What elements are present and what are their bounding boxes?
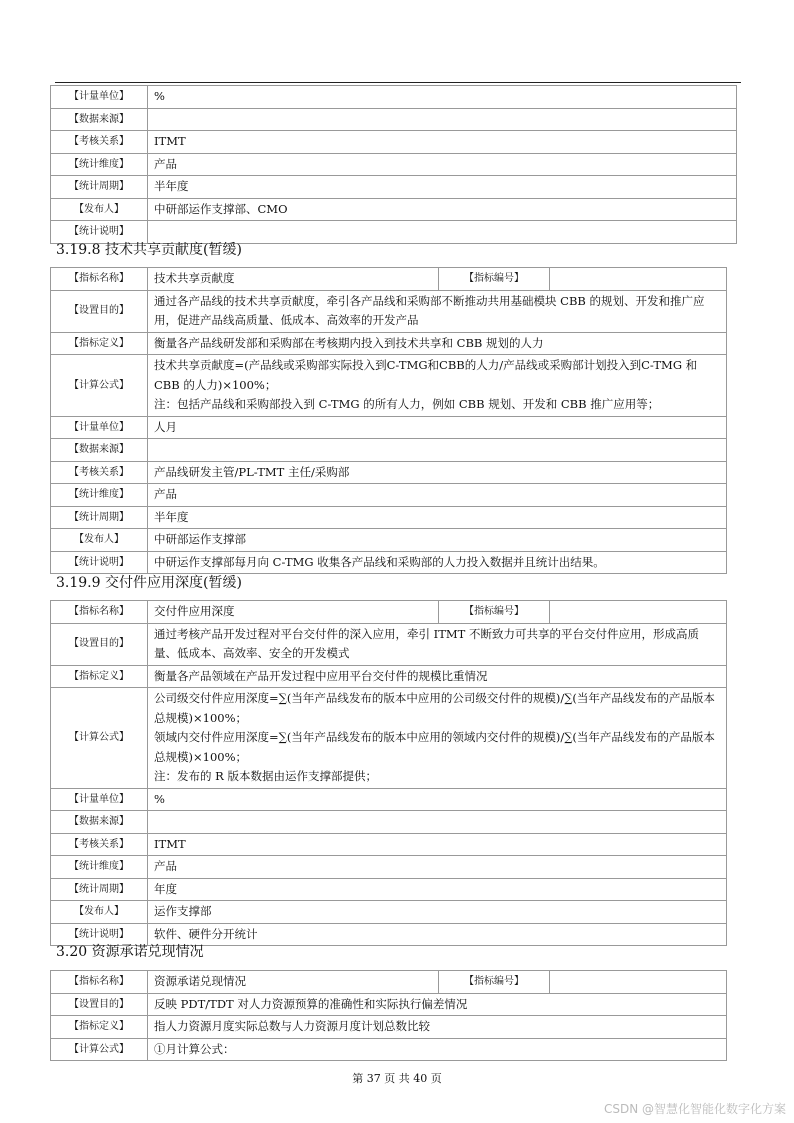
table-row	[51, 1016, 727, 1039]
field-label: 【统计周期】	[51, 878, 148, 901]
field-value: 半年度	[148, 176, 737, 199]
field-label: 【指标定义】	[51, 1016, 148, 1039]
table-row	[51, 198, 737, 221]
table-row	[51, 811, 727, 834]
kpi-table-3-19-8	[50, 267, 727, 574]
field-label: 【指标编号】	[439, 601, 550, 624]
field-value: 通过各产品线的技术共享贡献度，牵引各产品线和采购部不断推动共用基础模块 CBB 的规划、开发和推广应用，促进产品线高质量、低成本、高效率的开发产品	[148, 290, 727, 332]
field-value: 中研运作支撑部每月向 C-TMG 收集各产品线和采购部的人力投入数据并且统计出结果。	[148, 551, 727, 574]
field-value: 交付件应用深度	[148, 601, 439, 624]
field-label: 【数据来源】	[51, 439, 148, 462]
field-value: 产品	[148, 484, 727, 507]
field-value: 年度	[148, 878, 727, 901]
field-label: 【计算公式】	[51, 688, 148, 789]
table-row	[51, 153, 737, 176]
table-row	[51, 788, 727, 811]
table-row	[51, 601, 727, 624]
page-footer: 第 37 页 共 40 页	[352, 1072, 442, 1085]
field-label: 【指标定义】	[51, 665, 148, 688]
field-label: 【数据来源】	[51, 811, 148, 834]
field-label: 【统计维度】	[51, 153, 148, 176]
field-label: 【统计说明】	[51, 923, 148, 946]
table-row	[51, 878, 727, 901]
field-label: 【统计说明】	[51, 551, 148, 574]
field-label: 【指标名称】	[51, 601, 148, 624]
field-label: 【设置目的】	[51, 623, 148, 665]
kpi-table-continued	[50, 85, 737, 244]
field-label: 【发布人】	[51, 198, 148, 221]
field-value	[550, 971, 727, 994]
field-value: %	[148, 86, 737, 109]
table-row	[51, 529, 727, 552]
field-value: 资源承诺兑现情况	[148, 971, 439, 994]
table-row	[51, 551, 727, 574]
formula-note: 注：包括产品线和采购部投入到 C-TMG 的所有人力，例如 CBB 规划、开发和 CBB 推广应用等；	[154, 397, 660, 411]
formula-line: 公司级交付件应用深度=∑(当年产品线发布的版本中应用的公司级交付件的规模)/∑(当年产品线发布的产品版本总规模)×100%；	[154, 691, 715, 725]
table-row	[51, 993, 727, 1016]
table-row	[51, 86, 737, 109]
table-row	[51, 688, 727, 789]
kpi-table-3-20	[50, 970, 727, 1061]
field-value	[148, 811, 727, 834]
field-label: 【发布人】	[51, 901, 148, 924]
header-rule	[55, 82, 741, 83]
field-label: 【考核关系】	[51, 131, 148, 154]
field-value: 中研部运作支撑部、CMO	[148, 198, 737, 221]
watermark: CSDN @智慧化智能化数字化方案	[603, 1102, 786, 1116]
field-label: 【指标编号】	[439, 971, 550, 994]
field-value	[550, 601, 727, 624]
field-label: 【指标名称】	[51, 971, 148, 994]
section-heading-3-20: 3.20 资源承诺兑现情况	[56, 944, 204, 960]
field-value: 反映 PDT/TDT 对人力资源预算的准确性和实际执行偏差情况	[148, 993, 727, 1016]
field-label: 【统计周期】	[51, 506, 148, 529]
field-value: 衡量各产品领域在产品开发过程中应用平台交付件的规模比重情况	[148, 665, 727, 688]
formula-cell	[148, 355, 727, 417]
field-value: 人月	[148, 416, 727, 439]
field-value: 衡量各产品线研发部和采购部在考核期内投入到技术共享和 CBB 规划的人力	[148, 332, 727, 355]
field-value: 产品	[148, 153, 737, 176]
field-value: 软件、硬件分开统计	[148, 923, 727, 946]
kpi-table-3-19-9	[50, 600, 727, 946]
field-value: %	[148, 788, 727, 811]
field-label: 【指标名称】	[51, 268, 148, 291]
field-label: 【统计维度】	[51, 856, 148, 879]
formula-line: 领域内交付件应用深度=∑(当年产品线发布的版本中应用的领域内交付件的规模)/∑(当年产品线发布的产品版本总规模)×100%；	[154, 730, 715, 764]
field-value: 运作支撑部	[148, 901, 727, 924]
table-row	[51, 176, 737, 199]
field-value: 产品线研发主管/PL-TMT 主任/采购部	[148, 461, 727, 484]
field-value: 半年度	[148, 506, 727, 529]
field-label: 【计量单位】	[51, 416, 148, 439]
field-value: ①月计算公式：	[148, 1038, 727, 1061]
field-label: 【指标编号】	[439, 268, 550, 291]
field-label: 【考核关系】	[51, 833, 148, 856]
formula-note: 注：发布的 R 版本数据由运作支撑部提供；	[154, 769, 377, 783]
formula-line: 技术共享贡献度=(产品线或采购部实际投入到C-TMG和CBB的人力/产品线或采购部计划投入到C-TMG 和 CBB 的人力)×100%；	[154, 358, 698, 392]
field-label: 【数据来源】	[51, 108, 148, 131]
field-value: ITMT	[148, 833, 727, 856]
formula-cell	[148, 688, 727, 789]
field-value	[148, 439, 727, 462]
field-value: 技术共享贡献度	[148, 268, 439, 291]
table-row	[51, 901, 727, 924]
field-value	[148, 108, 737, 131]
table-row	[51, 290, 727, 332]
table-row	[51, 623, 727, 665]
table-row	[51, 971, 727, 994]
field-label: 【考核关系】	[51, 461, 148, 484]
section-heading-3-19-9: 3.19.9 交付件应用深度(暂缓)	[56, 575, 242, 591]
table-row	[51, 506, 727, 529]
table-row	[51, 461, 727, 484]
table-row	[51, 108, 737, 131]
table-row	[51, 416, 727, 439]
field-label: 【统计周期】	[51, 176, 148, 199]
table-row	[51, 484, 727, 507]
field-value: 指人力资源月度实际总数与人力资源月度计划总数比较	[148, 1016, 727, 1039]
table-row	[51, 439, 727, 462]
table-row	[51, 856, 727, 879]
field-value: ITMT	[148, 131, 737, 154]
field-label: 【计量单位】	[51, 788, 148, 811]
section-heading-3-19-8: 3.19.8 技术共享贡献度(暂缓)	[56, 242, 242, 258]
field-label: 【发布人】	[51, 529, 148, 552]
field-label: 【计算公式】	[51, 1038, 148, 1061]
field-value: 通过考核产品开发过程对平台交付件的深入应用，牵引 ITMT 不断致力可共享的平台交付件应用，形成高质量、低成本、高效率、安全的开发模式	[148, 623, 727, 665]
table-row	[51, 1038, 727, 1061]
field-label: 【计量单位】	[51, 86, 148, 109]
table-row	[51, 332, 727, 355]
table-row	[51, 268, 727, 291]
table-row	[51, 131, 737, 154]
field-value: 产品	[148, 856, 727, 879]
field-label: 【计算公式】	[51, 355, 148, 417]
field-label: 【统计说明】	[51, 221, 148, 244]
table-row	[51, 833, 727, 856]
table-row	[51, 355, 727, 417]
field-value	[550, 268, 727, 291]
field-label: 【指标定义】	[51, 332, 148, 355]
field-value: 中研部运作支撑部	[148, 529, 727, 552]
table-row	[51, 665, 727, 688]
field-label: 【统计维度】	[51, 484, 148, 507]
field-label: 【设置目的】	[51, 290, 148, 332]
field-label: 【设置目的】	[51, 993, 148, 1016]
